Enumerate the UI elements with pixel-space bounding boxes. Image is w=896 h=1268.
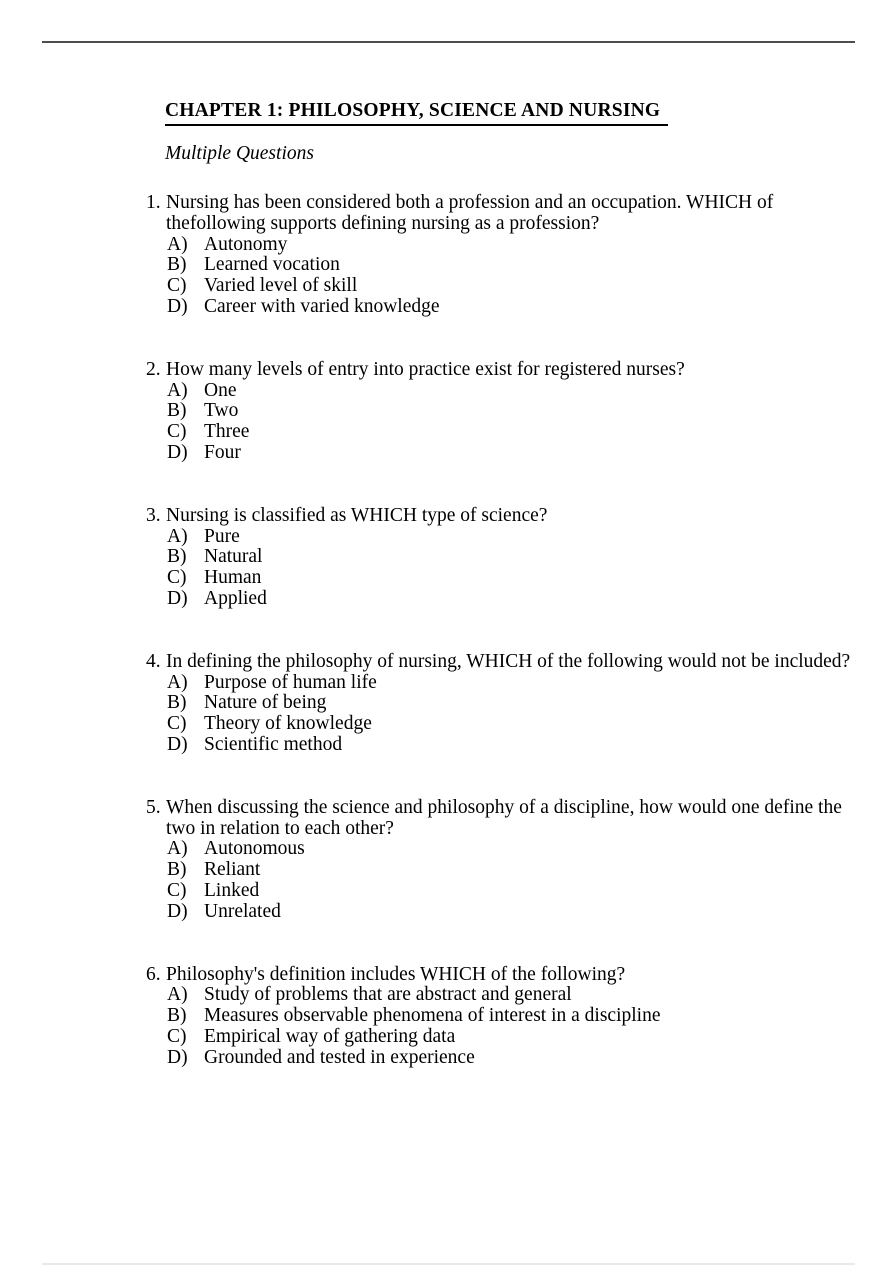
option-row — [166, 1006, 660, 1027]
question-1 — [146, 193, 866, 318]
question-text-line: When discussing the science and philosophy of a discipline, how would one define the — [166, 796, 842, 818]
option-text: Four — [204, 441, 241, 463]
option-letter: D) — [167, 1046, 188, 1068]
option-row — [166, 714, 850, 735]
question-number: 2. — [146, 358, 161, 380]
option-letter: C) — [167, 879, 187, 901]
option-text: Autonomy — [204, 233, 288, 255]
option-letter: A) — [167, 525, 188, 547]
question-body — [166, 965, 660, 1069]
option-letter: A) — [167, 838, 188, 860]
question-text-line: Nursing is classified as WHICH type of science? — [166, 504, 548, 526]
option-text: Pure — [204, 525, 240, 547]
option-row — [166, 443, 685, 464]
option-text: Nature of being — [204, 692, 327, 714]
question-text-line: In defining the philosophy of nursing, WHICH of the following would not be included? — [166, 650, 851, 672]
question-body — [166, 798, 842, 923]
option-row — [166, 985, 660, 1006]
bottom-divider — [42, 1263, 855, 1265]
option-row — [166, 422, 685, 443]
option-letter: B) — [167, 254, 187, 276]
option-text: Three — [204, 421, 250, 443]
question-body — [166, 652, 850, 756]
question-5 — [146, 798, 866, 923]
question-6 — [146, 965, 866, 1069]
option-text: Unrelated — [204, 900, 281, 922]
option-row — [166, 693, 850, 714]
option-row — [166, 297, 773, 318]
option-row — [166, 547, 547, 568]
option-row — [166, 527, 547, 548]
question-text-line: How many levels of entry into practice exist for registered nurses? — [166, 358, 685, 380]
option-row — [166, 255, 773, 276]
option-row — [166, 860, 842, 881]
option-text: Purpose of human life — [204, 671, 377, 693]
question-text-line: Nursing has been considered both a profession and an occupation. WHICH of — [166, 192, 774, 213]
option-letter: C) — [167, 713, 187, 735]
option-letter: D) — [167, 441, 188, 463]
option-text: Natural — [204, 546, 263, 568]
option-letter: B) — [167, 546, 187, 568]
option-letter: D) — [167, 900, 188, 922]
option-row — [166, 589, 547, 610]
option-text: Measures observable phenomena of interest in a discipline — [204, 1005, 661, 1027]
option-text: Scientific method — [204, 733, 343, 755]
option-text: Two — [204, 400, 239, 422]
option-letter: B) — [167, 692, 187, 714]
option-text: Grounded and tested in experience — [204, 1046, 475, 1068]
page-subtitle: Multiple Questions — [165, 143, 314, 164]
question-list — [146, 193, 866, 1111]
option-text: Applied — [204, 587, 267, 609]
question-number: 1. — [146, 192, 161, 213]
option-text: Varied level of skill — [204, 275, 358, 297]
question-body — [166, 360, 685, 464]
option-row — [166, 881, 842, 902]
question-number: 5. — [146, 796, 161, 818]
option-letter: C) — [167, 421, 187, 443]
option-text: Learned vocation — [204, 254, 340, 276]
question-3 — [146, 506, 866, 610]
option-text: Linked — [204, 879, 260, 901]
option-text: Study of problems that are abstract and general — [204, 984, 572, 1006]
option-letter: C) — [167, 275, 187, 297]
option-row — [166, 381, 685, 402]
option-row — [166, 902, 842, 923]
option-letter: A) — [167, 671, 188, 693]
question-2 — [146, 360, 866, 464]
question-number: 3. — [146, 504, 161, 526]
option-row — [166, 568, 547, 589]
option-letter: A) — [167, 984, 188, 1006]
question-text-line: Philosophy's definition includes WHICH of the following? — [166, 963, 626, 985]
question-number: 6. — [146, 963, 161, 985]
question-text-line: two in relation to each other? — [166, 817, 394, 839]
top-divider — [42, 41, 855, 43]
question-text-line: thefollowing supports defining nursing as a profession? — [166, 212, 600, 234]
option-text: Human — [204, 567, 262, 589]
option-letter: B) — [167, 859, 187, 881]
option-row — [166, 1027, 660, 1048]
question-4 — [146, 652, 866, 756]
option-text: Theory of knowledge — [204, 713, 372, 735]
option-row — [166, 276, 773, 297]
option-text: Empirical way of gathering data — [204, 1025, 456, 1047]
option-row — [166, 1048, 660, 1069]
option-text: One — [204, 379, 237, 401]
option-letter: A) — [167, 379, 188, 401]
option-letter: C) — [167, 1025, 187, 1047]
option-text: Career with varied knowledge — [204, 295, 440, 317]
option-letter: D) — [167, 295, 188, 317]
option-letter: B) — [167, 1005, 187, 1027]
option-text: Reliant — [204, 859, 261, 881]
option-letter: D) — [167, 733, 188, 755]
option-row — [166, 839, 842, 860]
chapter-heading — [165, 101, 668, 126]
page-title: CHAPTER 1: PHILOSOPHY, SCIENCE AND NURSING — [165, 101, 668, 126]
option-row — [166, 735, 850, 756]
option-letter: A) — [167, 233, 188, 255]
option-row — [166, 673, 850, 694]
option-row — [166, 401, 685, 422]
option-letter: C) — [167, 567, 187, 589]
question-body — [166, 506, 547, 610]
option-text: Autonomous — [204, 838, 305, 860]
question-body — [166, 193, 773, 318]
question-number: 4. — [146, 650, 161, 672]
option-letter: B) — [167, 400, 187, 422]
option-letter: D) — [167, 587, 188, 609]
option-row — [166, 235, 773, 256]
